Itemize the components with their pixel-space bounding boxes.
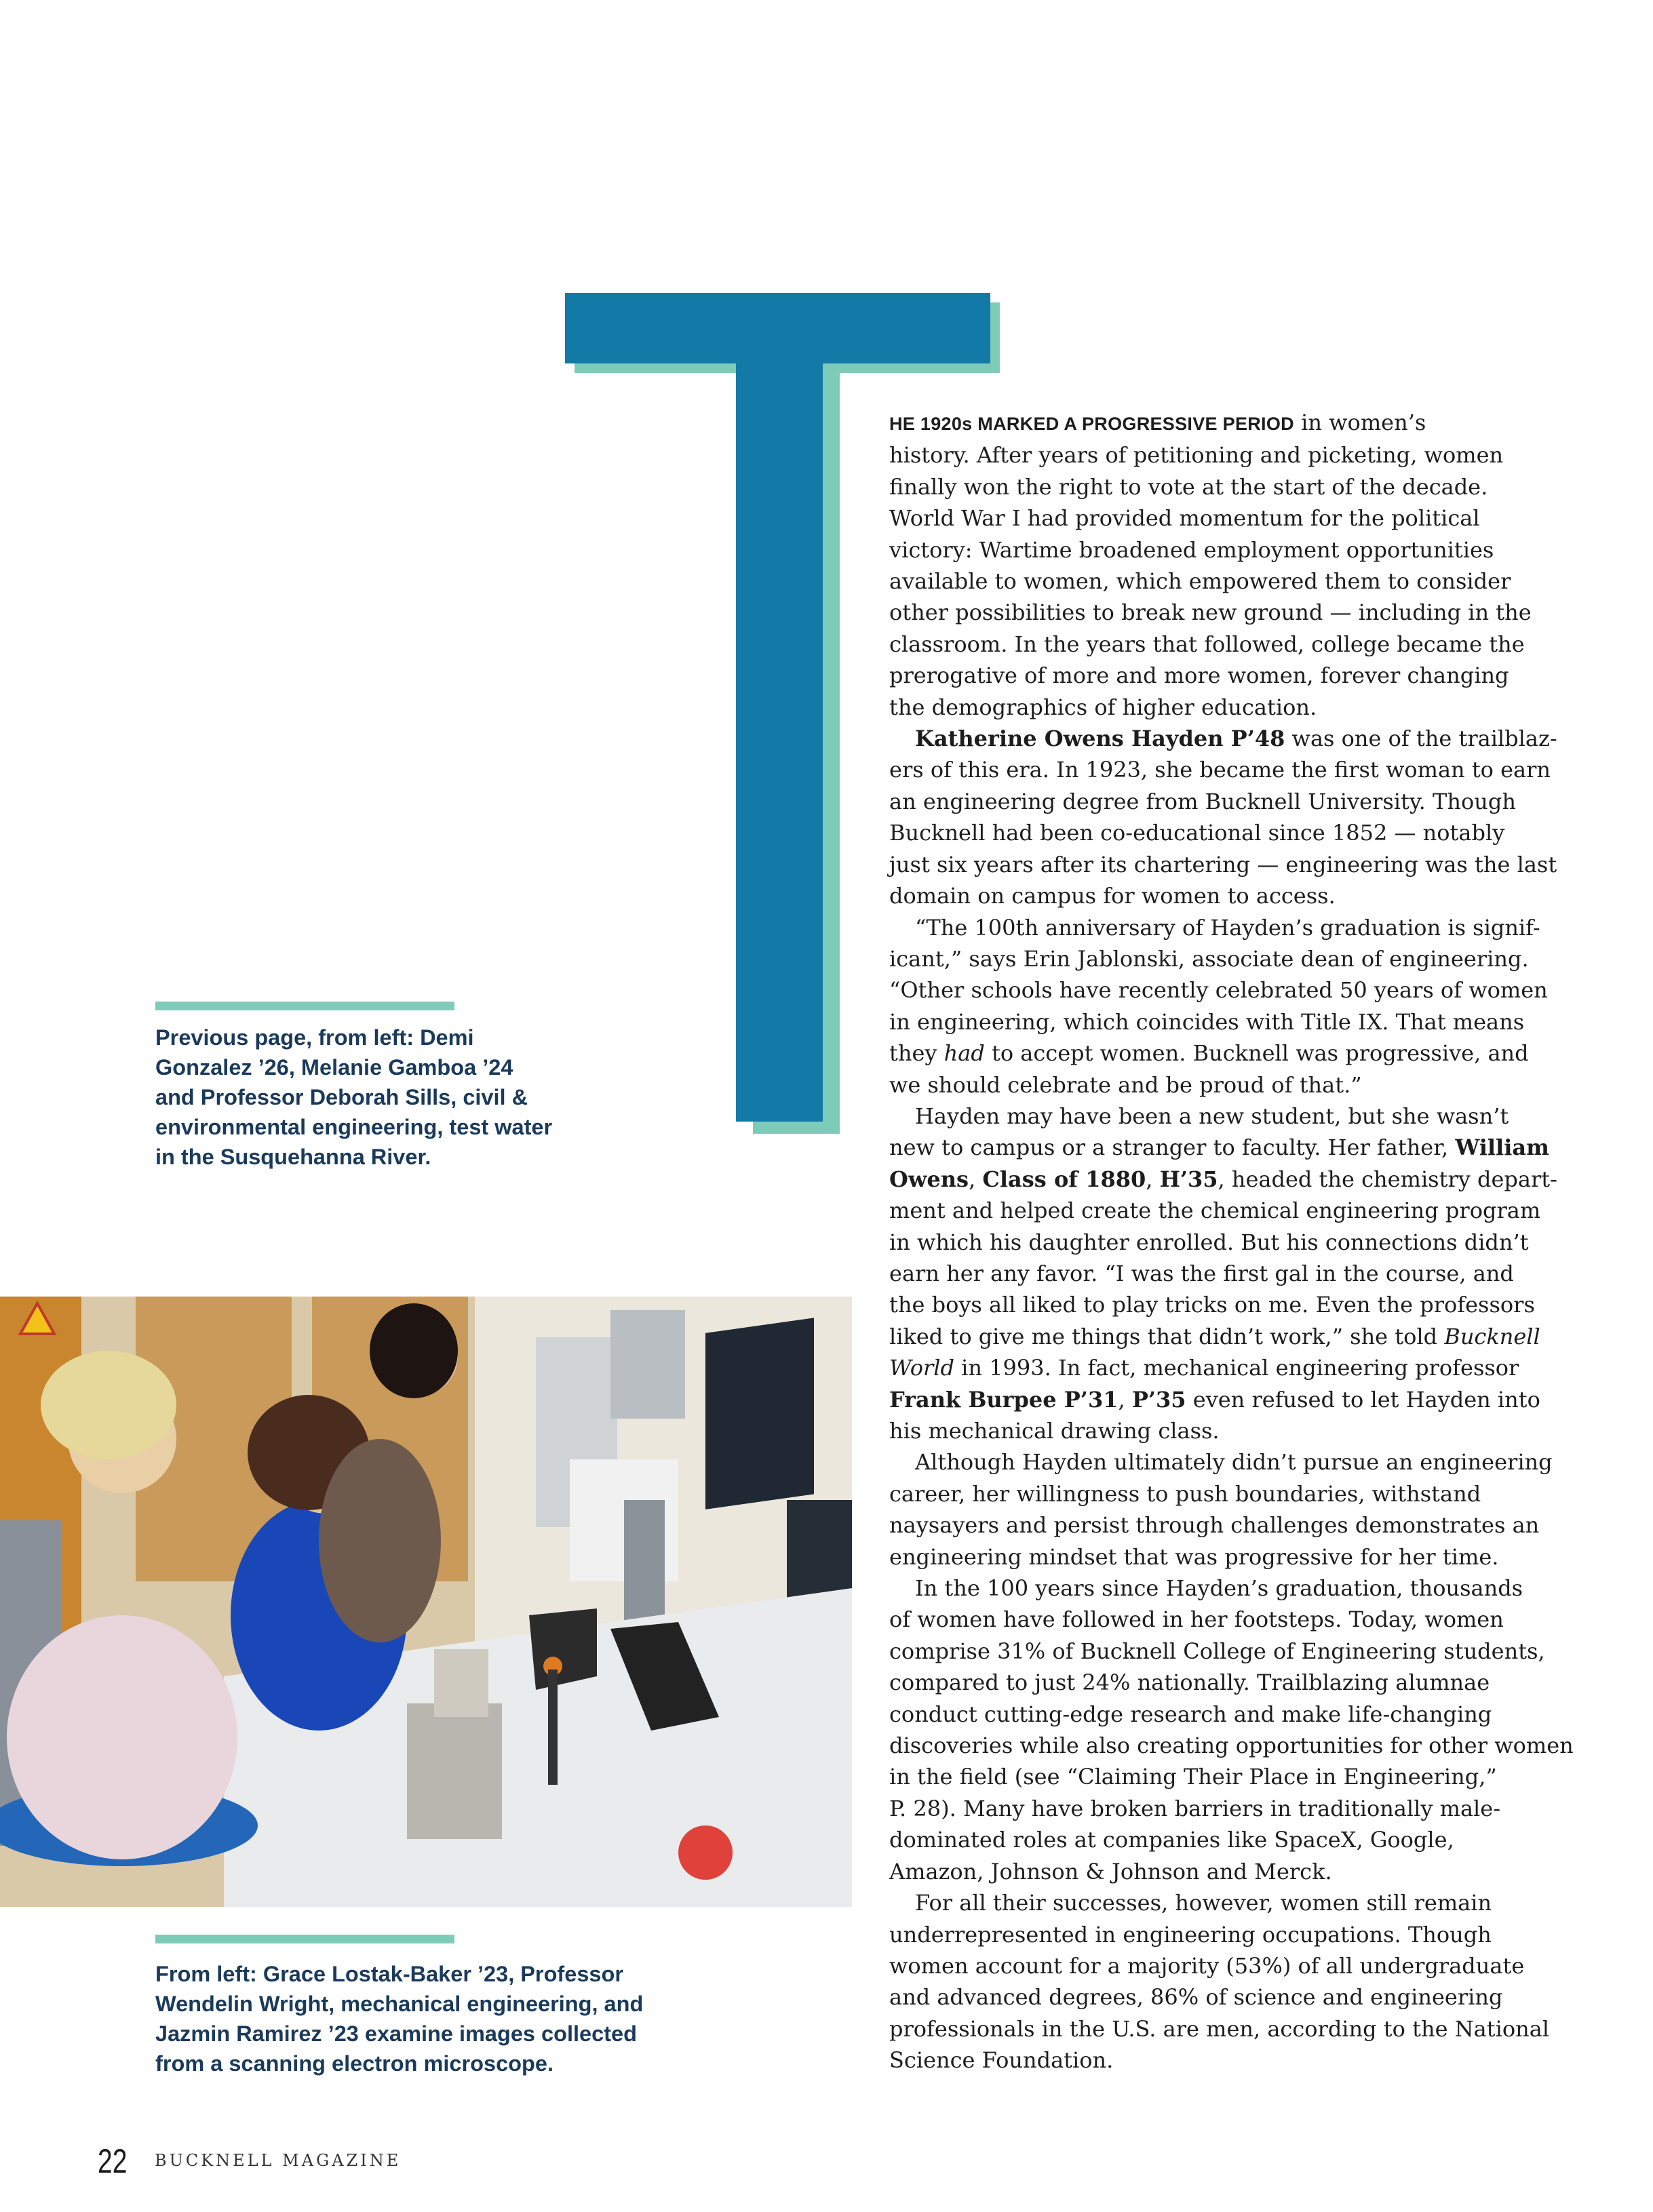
person-name: William <box>1455 1134 1549 1161</box>
article-line <box>889 1321 1574 1352</box>
article-line <box>889 1132 1574 1163</box>
magazine-name: BUCKNELL MAGAZINE <box>155 2151 402 2170</box>
article-line: professionals in the U.S. are men, according to the National <box>889 2015 1550 2042</box>
emphasis: had <box>944 1040 985 1067</box>
article-line <box>889 1164 1574 1195</box>
person-name: Frank Burpee P’31 <box>889 1386 1119 1413</box>
text: was one of the trailblaz- <box>1285 726 1557 752</box>
person-name: Owens <box>889 1166 969 1192</box>
article-line: career, her willingness to push boundaries, withstand <box>889 1480 1481 1507</box>
article-line <box>889 1384 1574 1415</box>
article-line <box>889 1038 1574 1069</box>
article-line: in which his daughter enrolled. But his connections didn’t <box>889 1229 1529 1255</box>
text: , <box>969 1166 983 1192</box>
class-year: Class of 1880 <box>982 1166 1146 1192</box>
text: even refused to let Hayden into <box>1186 1386 1540 1413</box>
article-line: “The 100th anniversary of Hayden’s graduation is signif- <box>915 914 1540 941</box>
article-line: the boys all liked to play tricks on me. Even the professors <box>889 1292 1535 1318</box>
article-line: his mechanical drawing class. <box>889 1418 1220 1444</box>
article-line: just six years after its chartering — engineering was the last <box>889 851 1557 877</box>
article-line: In the 100 years since Hayden’s graduation, thousands <box>915 1575 1523 1602</box>
text: , <box>1146 1166 1160 1192</box>
article-line <box>889 407 1574 439</box>
article-line: “Other schools have recently celebrated 50 years of women <box>889 977 1548 1004</box>
article-line: For all their successes, however, women still remain <box>915 1890 1492 1916</box>
caption-previous-page <box>155 1023 552 1172</box>
article-line: underrepresented in engineering occupations. Though <box>889 1921 1492 1948</box>
article-line: and advanced degrees, 86% of science and engineering <box>889 1984 1503 2011</box>
caption-line: from a scanning electron microscope. <box>155 2051 553 2076</box>
page-number: 22 <box>98 2142 128 2180</box>
article-line: earn her any favor. “I was the first gal in the course, and <box>889 1260 1514 1286</box>
article-line: ment and helped create the chemical engineering program <box>889 1198 1541 1224</box>
caption-line: Jazmin Ramirez ’23 examine images collected <box>155 2021 637 2046</box>
publication-title: Bucknell <box>1444 1323 1540 1349</box>
article-line: World War I had provided momentum for the political <box>889 505 1480 532</box>
text: , <box>1118 1386 1132 1413</box>
caption-line: environmental engineering, test water <box>155 1115 553 1139</box>
caption-line: in the Susquehanna River. <box>155 1145 431 1169</box>
article-line: we should celebrate and be proud of that.” <box>889 1071 1362 1098</box>
lab-photo <box>0 1297 852 1907</box>
text: new to campus or a stranger to faculty. Her father, <box>889 1134 1456 1161</box>
article-line: Although Hayden ultimately didn’t pursue an engineering <box>915 1449 1553 1476</box>
article-line: discoveries while also creating opportunities for other women <box>889 1733 1574 1759</box>
article-line: an engineering degree from Bucknell University. Though <box>889 788 1516 814</box>
article-line: conduct cutting-edge research and make life-changing <box>889 1701 1492 1727</box>
caption-photo <box>155 1959 643 2078</box>
article-line: of women have followed in her footsteps. Today, women <box>889 1606 1504 1633</box>
article-line: history. After years of petitioning and picketing, women <box>889 442 1504 469</box>
text: they <box>889 1040 944 1067</box>
article-line: in engineering, which coincides with Title IX. That means <box>889 1008 1525 1035</box>
class-year: H’35 <box>1159 1166 1218 1192</box>
caption-line: From left: Grace Lostak-Baker ’23, Professor <box>155 1962 623 1986</box>
article-line: comprise 31% of Bucknell College of Engineering students, <box>889 1638 1545 1664</box>
article-line <box>889 723 1574 754</box>
text: , headed the chemistry depart- <box>1218 1166 1557 1192</box>
caption-rule-bottom <box>155 1935 454 1943</box>
text: in women’s <box>1294 410 1426 435</box>
caption-line: Previous page, from left: Demi <box>155 1025 474 1050</box>
caption-rule-top <box>155 1002 454 1010</box>
article-line: Bucknell had been co-educational since 1852 — notably <box>889 820 1505 846</box>
article-line: Hayden may have been a new student, but she wasn’t <box>915 1103 1509 1129</box>
article-line: victory: Wartime broadened employment opportunities <box>889 536 1494 563</box>
article-line: available to women, which empowered them to consider <box>889 568 1511 595</box>
article-line: dominated roles at companies like SpaceX, Google, <box>889 1827 1454 1853</box>
article-line: finally won the right to vote at the start of the decade. <box>889 473 1488 500</box>
article-line: Amazon, Johnson & Johnson and Merck. <box>889 1858 1332 1884</box>
text: liked to give me things that didn’t work,” she told <box>889 1323 1445 1349</box>
caption-line: Wendelin Wright, mechanical engineering, and <box>155 1992 644 2016</box>
lead-in: HE 1920s MARKED A PROGRESSIVE PERIOD <box>889 414 1294 434</box>
article-line: women account for a majority (53%) of all undergraduate <box>889 1952 1525 1979</box>
article-line: the demographics of higher education. <box>889 694 1317 720</box>
publication-title: World <box>889 1355 954 1381</box>
article-body <box>889 407 1574 2076</box>
article-line <box>889 1352 1574 1383</box>
article-line: domain on campus for women to access. <box>889 883 1336 909</box>
article-line: prerogative of more and more women, forever changing <box>889 663 1509 689</box>
article-line: classroom. In the years that followed, college became the <box>889 631 1525 657</box>
article-line: icant,” says Erin Jablonski, associate dean of engineering. <box>889 945 1529 972</box>
article-line: naysayers and persist through challenges demonstrates an <box>889 1512 1540 1539</box>
article-line: Science Foundation. <box>889 2047 1114 2074</box>
caption-line: and Professor Deborah Sills, civil & <box>155 1085 528 1109</box>
article-line: P. 28). Many have broken barriers in traditionally male- <box>889 1795 1501 1821</box>
article-line: engineering mindset that was progressive for her time. <box>889 1543 1499 1570</box>
article-line: other possibilities to break new ground — including in the <box>889 599 1532 626</box>
article-line: in the field (see “Claiming Their Place in Engineering,” <box>889 1764 1497 1790</box>
class-year: P’35 <box>1131 1386 1186 1413</box>
article-line: compared to just 24% nationally. Trailblazing alumnae <box>889 1670 1490 1696</box>
article-line: ers of this era. In 1923, she became the first woman to earn <box>889 757 1551 783</box>
caption-line: Gonzalez ’26, Melanie Gamboa ’24 <box>155 1055 513 1080</box>
text: in 1993. In fact, mechanical engineering professor <box>954 1355 1519 1381</box>
person-name: Katherine Owens Hayden P’48 <box>915 726 1285 752</box>
text: to accept women. Bucknell was progressive, and <box>984 1040 1529 1067</box>
